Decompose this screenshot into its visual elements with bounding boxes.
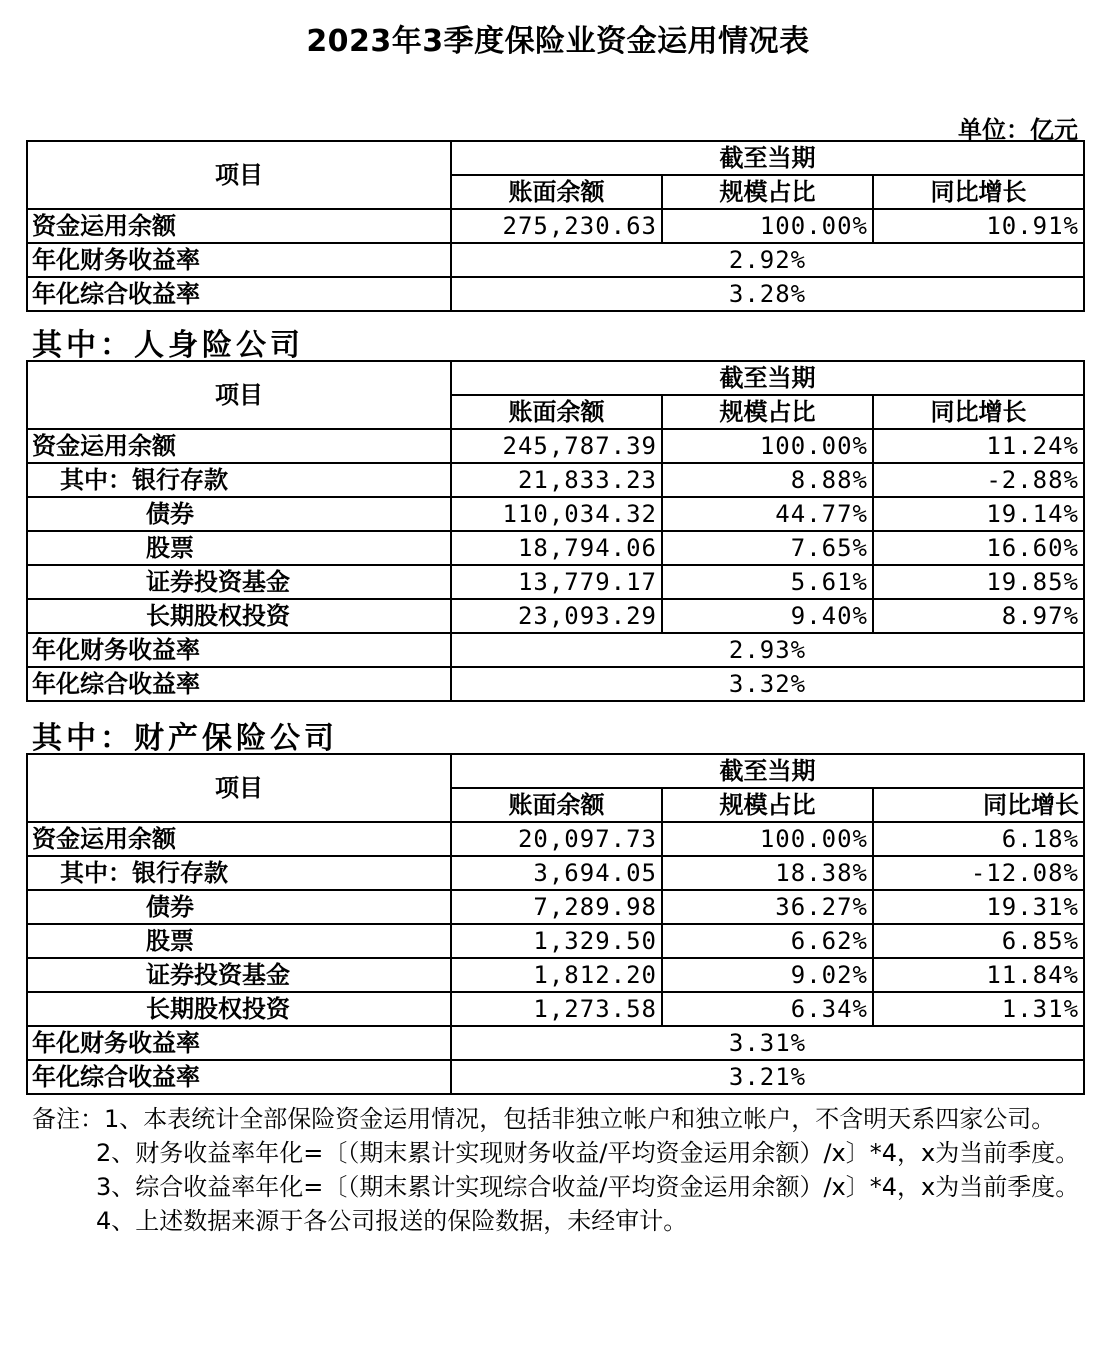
comp-yield-label: 年化综合收益率 xyxy=(27,667,451,701)
header-balance: 账面余额 xyxy=(451,788,662,822)
table-row xyxy=(27,429,1084,463)
balance-cell: 21,833.23 xyxy=(451,463,662,497)
table-row xyxy=(27,1026,1084,1060)
header-growth: 同比增长 xyxy=(873,788,1084,822)
growth-cell: 16.60% xyxy=(873,531,1084,565)
table-row xyxy=(27,856,1084,890)
share-cell: 9.40% xyxy=(662,599,873,633)
balance-cell: 275,230.63 xyxy=(451,209,662,243)
balance-cell: 110,034.32 xyxy=(451,497,662,531)
balance-cell: 20,097.73 xyxy=(451,822,662,856)
table-row xyxy=(27,599,1084,633)
row-label: 长期股权投资 xyxy=(27,992,451,1026)
header-share: 规模占比 xyxy=(662,788,873,822)
share-cell: 6.62% xyxy=(662,924,873,958)
table-row xyxy=(27,992,1084,1026)
table-row xyxy=(27,463,1084,497)
share-cell: 18.38% xyxy=(662,856,873,890)
note-1: 备注：1、本表统计全部保险资金运用情况，包括非独立帐户和独立帐户，不含明天系四家公司。 xyxy=(32,1105,1056,1133)
comp-yield-value: 3.32% xyxy=(451,667,1084,701)
table-row xyxy=(27,243,1084,277)
growth-cell: 19.85% xyxy=(873,565,1084,599)
share-cell: 36.27% xyxy=(662,890,873,924)
share-cell: 8.88% xyxy=(662,463,873,497)
unit-label: 单位：亿元 xyxy=(958,116,1078,144)
growth-cell: 1.31% xyxy=(873,992,1084,1026)
growth-cell: -12.08% xyxy=(873,856,1084,890)
table-row xyxy=(27,497,1084,531)
header-share: 规模占比 xyxy=(662,395,873,429)
share-cell: 100.00% xyxy=(662,822,873,856)
row-label: 股票 xyxy=(27,531,451,565)
header-period: 截至当期 xyxy=(451,361,1084,395)
header-growth: 同比增长 xyxy=(873,175,1084,209)
fin-yield-value: 3.31% xyxy=(451,1026,1084,1060)
row-label: 资金运用余额 xyxy=(27,209,451,243)
row-label: 证券投资基金 xyxy=(27,958,451,992)
fin-yield-label: 年化财务收益率 xyxy=(27,243,451,277)
row-label: 其中：银行存款 xyxy=(27,856,451,890)
growth-cell: 11.24% xyxy=(873,429,1084,463)
row-label: 证券投资基金 xyxy=(27,565,451,599)
growth-cell: 11.84% xyxy=(873,958,1084,992)
share-cell: 9.02% xyxy=(662,958,873,992)
growth-cell: 6.18% xyxy=(873,822,1084,856)
header-balance: 账面余额 xyxy=(451,395,662,429)
table-row xyxy=(27,890,1084,924)
table-row xyxy=(27,958,1084,992)
balance-cell: 1,812.20 xyxy=(451,958,662,992)
header-balance: 账面余额 xyxy=(451,175,662,209)
share-cell: 100.00% xyxy=(662,209,873,243)
header-period: 截至当期 xyxy=(451,754,1084,788)
table-row xyxy=(27,565,1084,599)
balance-cell: 13,779.17 xyxy=(451,565,662,599)
row-label: 债券 xyxy=(27,890,451,924)
balance-cell: 1,329.50 xyxy=(451,924,662,958)
header-period: 截至当期 xyxy=(451,141,1084,175)
share-cell: 44.77% xyxy=(662,497,873,531)
property-section-heading: 其中：财产保险公司 xyxy=(32,721,338,756)
table-row xyxy=(27,531,1084,565)
row-label: 其中：银行存款 xyxy=(27,463,451,497)
table-row xyxy=(27,277,1084,311)
table-row xyxy=(27,209,1084,243)
balance-cell: 7,289.98 xyxy=(451,890,662,924)
row-label: 资金运用余额 xyxy=(27,822,451,856)
growth-cell: 19.31% xyxy=(873,890,1084,924)
table-row xyxy=(27,924,1084,958)
total-table xyxy=(26,140,1085,312)
header-growth: 同比增长 xyxy=(873,395,1084,429)
growth-cell: 8.97% xyxy=(873,599,1084,633)
page-title: 2023年3季度保险业资金运用情况表 xyxy=(306,24,810,59)
growth-cell: 19.14% xyxy=(873,497,1084,531)
table-row xyxy=(27,822,1084,856)
share-cell: 6.34% xyxy=(662,992,873,1026)
life-table xyxy=(26,360,1085,702)
fin-yield-label: 年化财务收益率 xyxy=(27,1026,451,1060)
header-share: 规模占比 xyxy=(662,175,873,209)
share-cell: 7.65% xyxy=(662,531,873,565)
header-item: 项目 xyxy=(27,361,451,429)
note-2: 2、财务收益率年化=〔（期末累计实现财务收益/平均资金运用余额）/x〕*4，x为当前季度。 xyxy=(96,1139,1080,1167)
comp-yield-label: 年化综合收益率 xyxy=(27,277,451,311)
balance-cell: 23,093.29 xyxy=(451,599,662,633)
fin-yield-value: 2.92% xyxy=(451,243,1084,277)
row-label: 债券 xyxy=(27,497,451,531)
share-cell: 5.61% xyxy=(662,565,873,599)
fin-yield-value: 2.93% xyxy=(451,633,1084,667)
balance-cell: 245,787.39 xyxy=(451,429,662,463)
growth-cell: 10.91% xyxy=(873,209,1084,243)
comp-yield-value: 3.28% xyxy=(451,277,1084,311)
notes xyxy=(32,1102,1082,1238)
share-cell: 100.00% xyxy=(662,429,873,463)
table-row xyxy=(27,633,1084,667)
growth-cell: -2.88% xyxy=(873,463,1084,497)
row-label: 长期股权投资 xyxy=(27,599,451,633)
header-item: 项目 xyxy=(27,141,451,209)
fin-yield-label: 年化财务收益率 xyxy=(27,633,451,667)
balance-cell: 18,794.06 xyxy=(451,531,662,565)
table-row xyxy=(27,667,1084,701)
row-label: 资金运用余额 xyxy=(27,429,451,463)
comp-yield-value: 3.21% xyxy=(451,1060,1084,1094)
balance-cell: 3,694.05 xyxy=(451,856,662,890)
growth-cell: 6.85% xyxy=(873,924,1084,958)
property-table xyxy=(26,753,1085,1095)
life-section-heading: 其中：人身险公司 xyxy=(32,328,304,363)
note-4: 4、上述数据来源于各公司报送的保险数据，未经审计。 xyxy=(96,1207,688,1235)
note-3: 3、综合收益率年化=〔（期末累计实现综合收益/平均资金运用余额）/x〕*4，x为当前季度。 xyxy=(96,1173,1080,1201)
row-label: 股票 xyxy=(27,924,451,958)
balance-cell: 1,273.58 xyxy=(451,992,662,1026)
table-row xyxy=(27,1060,1084,1094)
comp-yield-label: 年化综合收益率 xyxy=(27,1060,451,1094)
header-item: 项目 xyxy=(27,754,451,822)
